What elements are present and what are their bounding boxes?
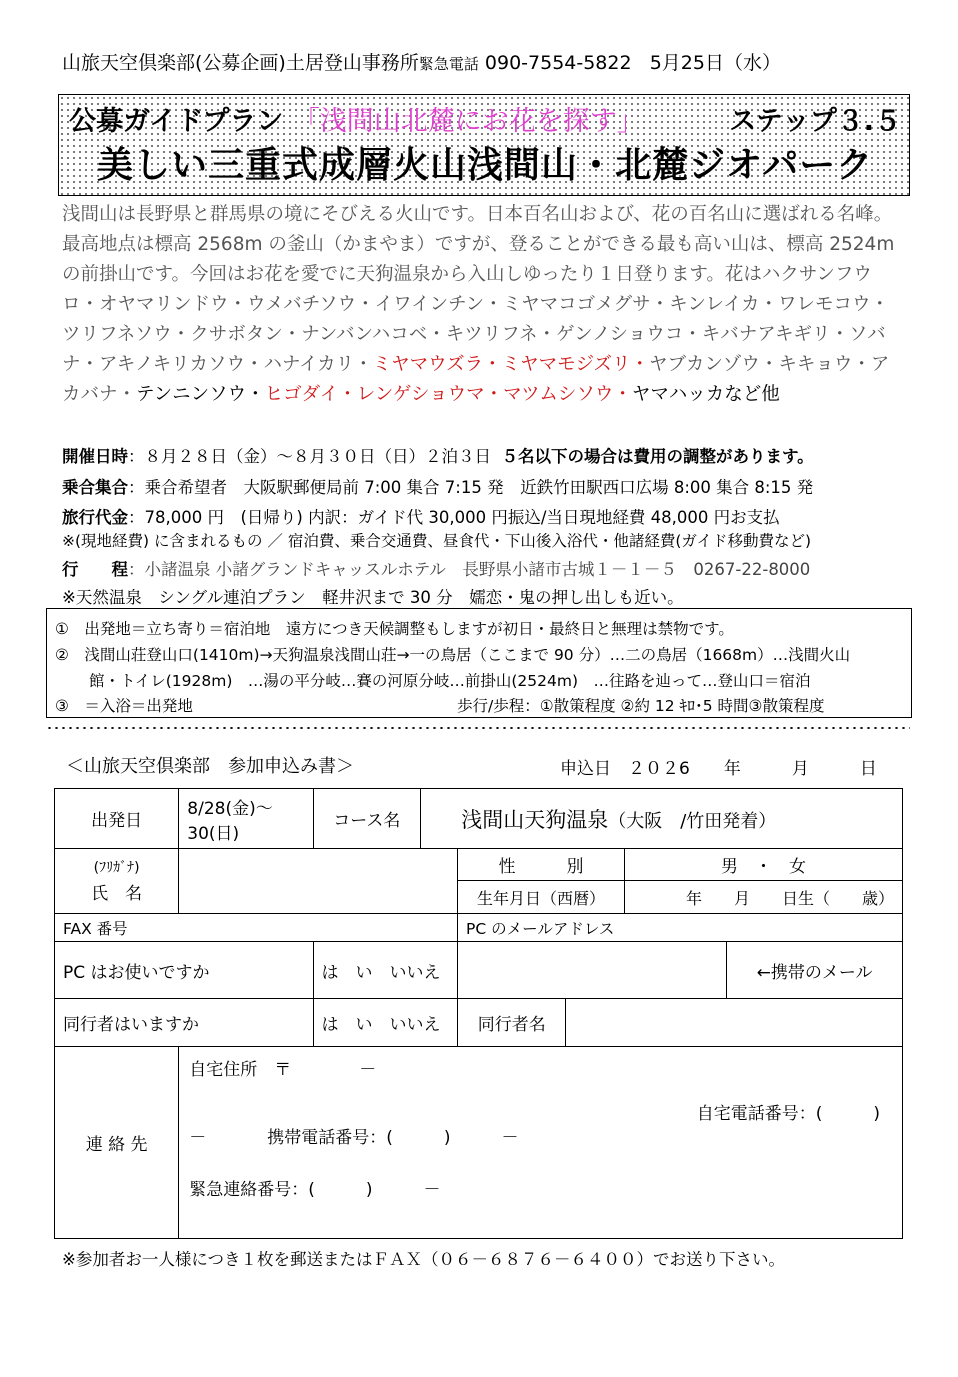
title-line1 (69, 99, 644, 138)
title-pink: 「浅間山北麓にお花を探す」 (292, 106, 644, 137)
pc-use-yes-no[interactable]: は い いいえ (313, 942, 458, 999)
title-prefix: 公募ガイドプラン (69, 106, 284, 137)
dates-note: ５名以下の場合は費用の調整があります。 (501, 447, 814, 466)
title-box (58, 94, 910, 196)
intro-black-2: ヤマハッカなど他 (631, 384, 780, 405)
pc-mail-input[interactable] (458, 942, 727, 999)
header-phone: 090-7554-5822 (484, 52, 632, 74)
info-cost (62, 504, 780, 528)
intro-red-2: ヒゴダイ・レンゲショウマ・マツムシソウ・ (264, 384, 632, 405)
departure-value: 8/28(金)～30(日) (179, 789, 313, 849)
mobile-phone: 携帯電話番号：( ) － (267, 1128, 519, 1148)
contact-cell[interactable] (179, 1047, 903, 1239)
info-itinerary (62, 556, 810, 580)
info-cost-note: ※(現地経費) に含まれるもの ／ 宿泊費、乗合交通費、昼食代・下山後入浴代・他諸経費(ガイド移動費など) (62, 532, 811, 550)
title-line2: 美しい三重式成層火山浅間山・北麓ジオパーク (97, 145, 874, 186)
schedule-box (46, 608, 912, 718)
intro-paragraph (62, 200, 907, 410)
schedule-day2a: ② 浅間山荘登山口(1410m)→天狗温泉浅間山荘→一の鳥居（ここまで 90 分）…二の鳥居（1668m）…浅間火山 (55, 646, 851, 664)
gender-label: 性 別 (458, 849, 625, 881)
title-step: ステップ３.５ (729, 106, 901, 137)
birth-value[interactable]: 年 月 日生（ 歳） (625, 881, 903, 914)
home-phone: 自宅電話番号：( ) (696, 1104, 880, 1124)
birth-label: 生年月日（西暦） (458, 881, 625, 914)
header-date: 5月25日（水） (649, 52, 781, 74)
emergency-contact: 緊急連絡番号：( ) － (189, 1180, 441, 1200)
header-emergency-label: 緊急電話 (418, 55, 479, 73)
companion-label: 同行者はいますか (55, 999, 314, 1047)
dotted-separator (46, 726, 910, 730)
itinerary-value: ：小諸温泉 小諸グランドキャッスルホテル 長野県小諸市古城１－１－５ 0267-22-8000 (128, 560, 811, 579)
application-form (54, 788, 903, 1239)
furigana-label: (ﾌﾘｶﾞﾅ) (93, 860, 140, 876)
dates-value: ：８月２８日（金）～８月３０日（日）２泊３日 (128, 447, 491, 466)
itinerary-label: 行 程 (62, 560, 128, 579)
schedule-walk: 歩行/歩程：①散策程度 ②約 12 ｷﾛ･5 時間③散策程度 (457, 697, 825, 715)
info-onsen-note: ※天然温泉 シングル連泊プラン 軽井沢まで 30 分 嬬恋・鬼の押し出しも近い。 (62, 588, 684, 607)
schedule-day3: ③ ＝入浴＝出発地 (55, 697, 193, 715)
departure-label: 出発日 (55, 789, 179, 849)
contact-label: 連 絡 先 (55, 1047, 179, 1239)
course-note: （大阪 /竹田発着） (608, 810, 777, 832)
schedule-day1: ① 出発地＝立ち寄り＝宿泊地 遠方につき天候調整もしますが初日・最終日と無理は禁物です。 (55, 620, 734, 638)
intro-black-1: テンニンソウ・ (136, 384, 265, 405)
intro-red-1: ミヤマウズラ・ミヤマモジズリ・ (372, 354, 650, 375)
name-label: 氏 名 (91, 884, 143, 904)
mobile-phone-dash: － (189, 1128, 207, 1148)
form-apply-date: 申込日 ２０２6 年 月 日 (560, 759, 877, 779)
info-dates (62, 443, 814, 467)
header-line (62, 48, 781, 75)
schedule-day2b: 館・トイレ(1928m) …湯の平分岐…賽の河原分岐…前掛山(2524m) …往路を辿って…登山口＝宿泊 (89, 672, 811, 690)
meeting-value: ：乗合希望者 大阪駅郵便局前 7:00 集合 7:15 発 近鉄竹田駅西口広場 8:00 集合 8:15 発 (128, 478, 814, 497)
info-meeting (62, 474, 813, 498)
name-input[interactable] (179, 849, 458, 914)
dates-label: 開催日時 (62, 447, 128, 466)
course-cell (421, 789, 903, 849)
header-org: 山旅天空倶楽部(公募企画)土居登山事務所 (62, 52, 419, 74)
address-label: 自宅住所 〒 － (189, 1060, 377, 1080)
course-label: コース名 (313, 789, 421, 849)
companion-yes-no[interactable]: は い いいえ (313, 999, 458, 1047)
fax-label[interactable]: FAX 番号 (55, 914, 458, 942)
pc-mail-label[interactable]: PC のメールアドレス (458, 914, 903, 942)
cost-label: 旅行代金 (62, 508, 128, 527)
gender-value[interactable]: 男 ・ 女 (625, 849, 903, 881)
cost-value: ：78,000 円 (日帰り) 内訳：ガイド代 30,000 円振込/当日現地経費 48,000 円お支払 (128, 508, 780, 527)
meeting-label: 乗合集合 (62, 478, 128, 497)
companion-name-label: 同行者名 (458, 999, 566, 1047)
form-title: ＜山旅天空倶楽部 参加申込み書＞ (66, 756, 354, 777)
intro-text-2: ヤブカンゾウ・キキョウ・アカバナ・ (62, 354, 890, 405)
intro-text: 浅間山は長野県と群馬県の境にそびえる火山です。日本百名山および、花の百名山に選ばれる名峰。最高地点は標高 2568m の釜山（かまやま）ですが、登ることができる最も高い山は、標高 2524m の前掛山です。今回はお花を愛でに天狗温泉から入山しゆったり１日登ります。花はハクサンフウロ・オヤマリンドウ・ウメバチソウ・イワインチン・ミヤマコゴメグサ・キンレイカ・ワレモコウ・ツリフネソウ・クサボタン・ナンバンハコベ・キツリフネ・ゲンノショウコ・キバナアキギリ・ソバナ・アキノキリカソウ・ハナイカリ・ (62, 204, 895, 375)
footer-note: ※参加者お一人様につき１枚を郵送またはＦＡＸ（０６－６８７６－６４００）でお送り下さい。 (62, 1250, 785, 1269)
pc-use-label: PC はお使いですか (55, 942, 314, 999)
course-value: 浅間山天狗温泉 (461, 807, 609, 832)
companion-name-input[interactable] (566, 999, 903, 1047)
mobile-mail-label[interactable]: ←携帯のメール (727, 942, 903, 999)
name-label-cell (55, 849, 179, 914)
